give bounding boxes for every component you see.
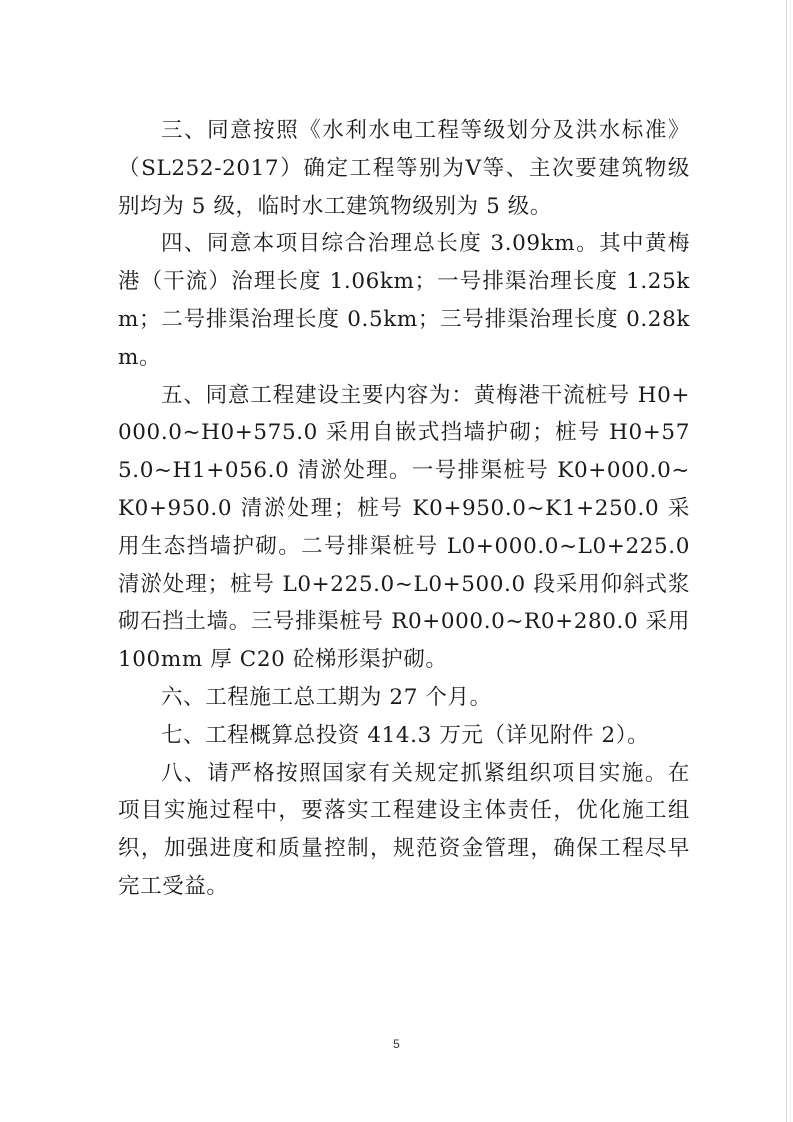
paragraph-construction-content: 五、同意工程建设主要内容为：黄梅港干流桩号 H0+000.0~H0+575.0 采用自嵌式挡墙护砌；桩号 H0+575.0~H1+056.0 清淤处理。一号排渠桩号 K0+000.0~K0+950.0 清淤处理；桩号 K0+950.0~K1+250.0 采用生态挡墙护砌。二号排渠桩号 L0+000.0~L0+225.0 清淤处理；桩号 L0+225.0~L0+500.0 段采用仰斜式浆砌石挡土墙。三号排渠桩号 R0+000.0~R0+280.0 采用 100mm 厚 C20 砼梯形渠护砌。 bbox=[118, 382, 690, 673]
paragraph-implementation: 八、请严格按照国家有关规定抓紧组织项目实施。在项目实施过程中，要落实工程建设主体责任，优化施工组织，加强进度和质量控制，规范资金管理，确保工程尽早完工受益。 bbox=[118, 760, 690, 899]
paragraph-budget: 七、工程概算总投资 414.3 万元（详见附件 2）。 bbox=[161, 722, 650, 748]
scan-edge-line-secondary bbox=[790, 0, 791, 1122]
paragraph-standard-classification: 三、同意按照《水利水电工程等级划分及洪水标准》（SL252-2017）确定工程等别为Ⅴ等、主次要建筑物级别均为 5 级，临时水工建筑物级别为 5 级。 bbox=[118, 118, 690, 219]
paragraph-construction-period: 六、工程施工总工期为 27 个月。 bbox=[161, 684, 492, 710]
paragraph-treatment-length: 四、同意本项目综合治理总长度 3.09km。其中黄梅港（干流）治理长度 1.06km；一号排渠治理长度 1.25km；二号排渠治理长度 0.5km；三号排渠治理长度 0.28km。 bbox=[118, 231, 690, 370]
document-body bbox=[118, 112, 690, 906]
scan-edge-line bbox=[786, 0, 787, 1122]
page-number: 5 bbox=[393, 1037, 400, 1051]
